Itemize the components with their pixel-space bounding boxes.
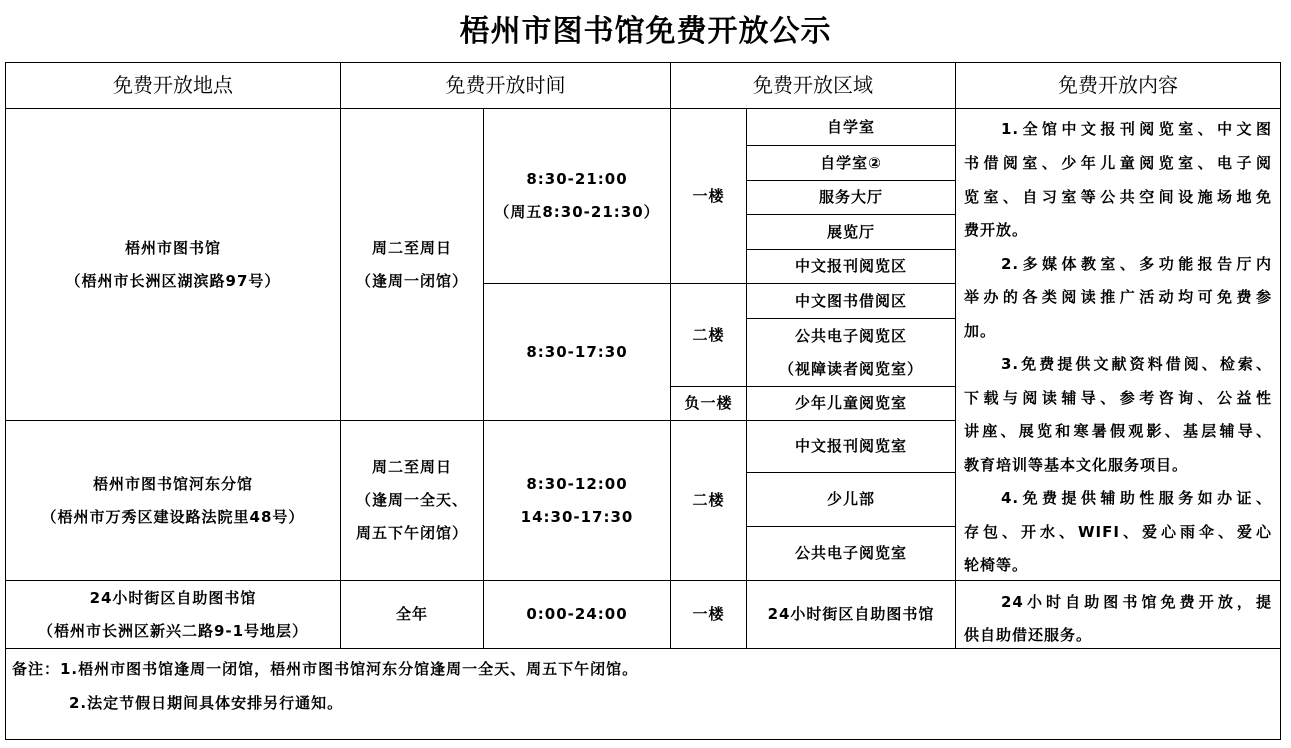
room: 自学室② (747, 146, 956, 181)
main-library-hours-2: 8:30-17:30 (484, 284, 671, 421)
location-name: 梧州市图书馆河东分馆 (92, 474, 253, 493)
hours-text: 8:30-12:00 (526, 474, 628, 493)
h24-content-cell (956, 581, 1281, 649)
notes-cell (6, 649, 1281, 740)
room: 自学室 (747, 109, 956, 146)
room: 中文报刊阅览室 (747, 421, 956, 473)
room: 中文图书借阅区 (747, 284, 956, 319)
h24-days: 全年 (341, 581, 484, 649)
closed-text: 周五下午闭馆） (355, 524, 468, 542)
location-name: 梧州市图书馆 (124, 238, 221, 257)
friday-hours-text: （周五8:30-21:30） (494, 203, 660, 221)
room: 服务大厅 (747, 181, 956, 215)
main-library-days (341, 109, 484, 421)
free-content-cell (956, 109, 1281, 581)
branch-floor: 二楼 (671, 421, 747, 581)
floor-1: 一楼 (671, 109, 747, 284)
branch-days (341, 421, 484, 581)
content-line: 24小时自助图书馆免费开放，提 (1001, 593, 1272, 611)
page-title: 梧州市图书馆免费开放公示 (459, 14, 832, 49)
room: 少儿部 (747, 473, 956, 527)
floor-2: 二楼 (671, 284, 747, 387)
h24-floor: 一楼 (671, 581, 747, 649)
free-opening-table (5, 62, 1281, 740)
room: 展览厅 (747, 215, 956, 250)
content-line: 加。 (964, 322, 997, 340)
note-line: 备注：1.梧州市图书馆逢周一闭馆，梧州市图书馆河东分馆逢周一全天、周五下午闭馆。 (12, 660, 639, 678)
location-address: （梧州市万秀区建设路法院里48号） (41, 507, 305, 526)
main-library-hours-1 (484, 109, 671, 284)
days-text: 周二至周日 (371, 458, 452, 476)
hours-text: 14:30-17:30 (520, 507, 634, 526)
header-content: 免费开放内容 (956, 63, 1281, 109)
branch-hours (484, 421, 671, 581)
note-line: 2.法定节假日期间具体安排另行通知。 (69, 694, 344, 712)
content-line: 2.多媒体教室、多功能报告厅内 (1001, 255, 1272, 273)
closed-text: （逢周一闭馆） (355, 271, 468, 290)
content-line: 下载与阅读辅导、参考咨询、公益性 (964, 389, 1272, 407)
content-line: 供自助借还服务。 (964, 626, 1093, 644)
content-line: 轮椅等。 (964, 556, 1029, 574)
main-library-location (6, 109, 341, 421)
room: 中文报刊阅览区 (747, 250, 956, 284)
content-line: 费开放。 (964, 221, 1029, 239)
header-area: 免费开放区域 (671, 63, 956, 109)
location-address: （梧州市长洲区新兴二路9-1号地层） (37, 621, 309, 640)
room: 公共电子阅览室 (747, 527, 956, 581)
branch-location (6, 421, 341, 581)
h24-room: 24小时街区自助图书馆 (747, 581, 956, 649)
content-line: 4.免费提供辅助性服务如办证、 (1001, 489, 1272, 507)
room (747, 319, 956, 387)
content-line: 举办的各类阅读推广活动均可免费参 (964, 288, 1272, 306)
content-line: 书借阅室、少年儿童阅览室、电子阅 (964, 154, 1272, 172)
content-line: 存包、开水、WIFI、爱心雨伞、爱心 (964, 523, 1272, 541)
room: 少年儿童阅览室 (747, 387, 956, 421)
header-location: 免费开放地点 (6, 63, 341, 109)
content-line: 教育培训等基本文化服务项目。 (964, 456, 1189, 474)
location-name: 24小时街区自助图书馆 (89, 588, 257, 607)
days-text: 周二至周日 (371, 238, 452, 257)
closed-text: （逢周一全天、 (355, 491, 468, 509)
content-line: 3.免费提供文献资料借阅、检索、 (1001, 355, 1272, 373)
location-address: （梧州市长洲区湖滨路97号） (65, 271, 281, 290)
h24-location (6, 581, 341, 649)
hours-text: 8:30-21:00 (526, 170, 628, 188)
content-line: 览室、自习室等公共空间设施场地免 (964, 188, 1272, 206)
h24-hours: 0:00-24:00 (484, 581, 671, 649)
header-time: 免费开放时间 (341, 63, 671, 109)
content-line: 讲座、展览和寒暑假观影、基层辅导、 (964, 422, 1272, 440)
floor-b1: 负一楼 (671, 387, 747, 421)
room-name: 公共电子阅览区 (794, 326, 907, 345)
content-line: 1.全馆中文报刊阅览室、中文图 (1001, 120, 1272, 138)
room-subname: （视障读者阅览室） (778, 359, 923, 378)
